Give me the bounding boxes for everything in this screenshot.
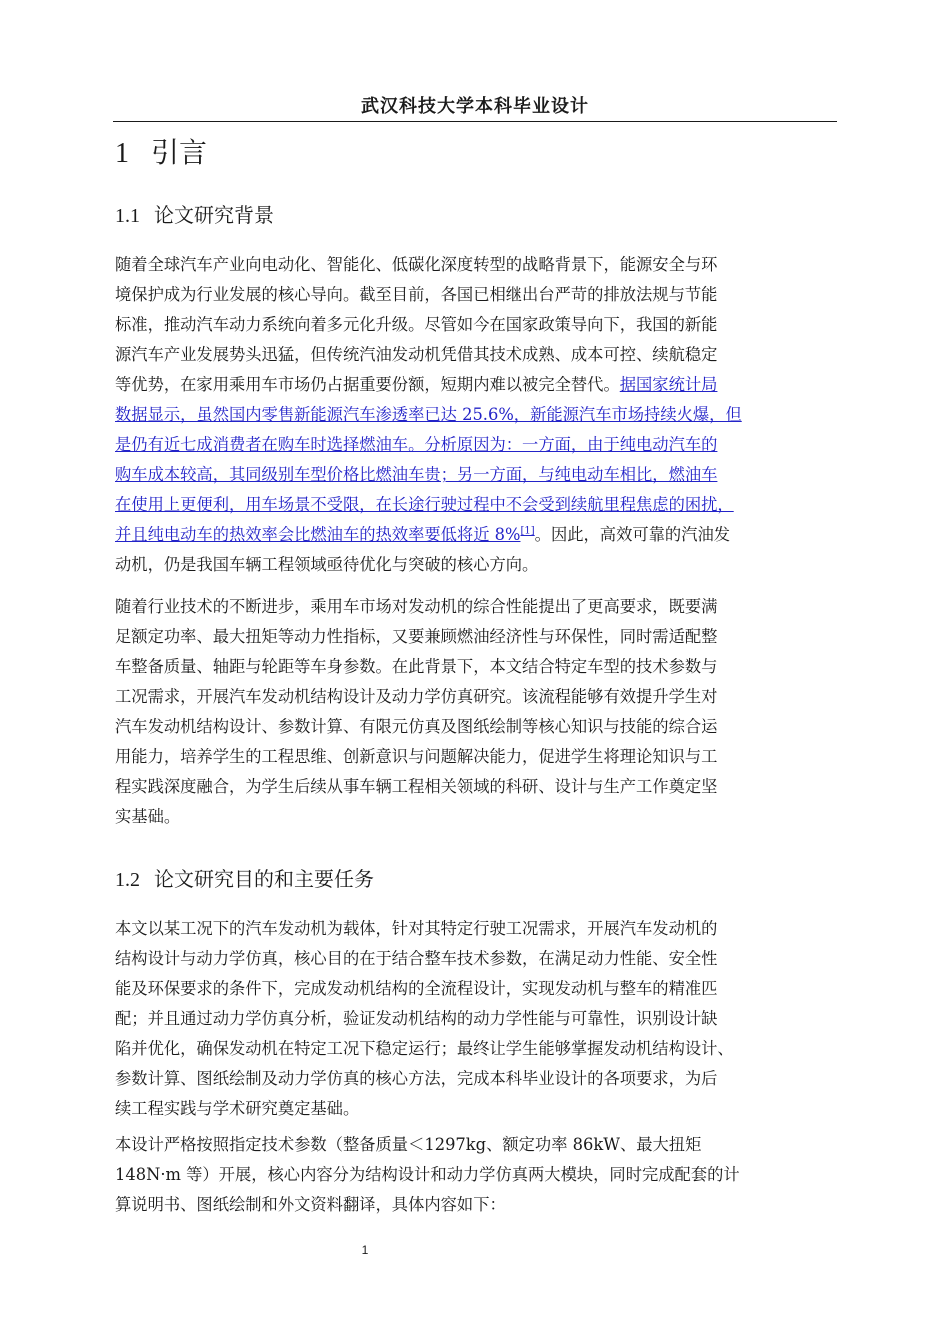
citation-link-line[interactable]: 数据显示，虽然国内零售新能源汽车渗透率已达 25.6%，新能源汽车市场持续火爆，但 xyxy=(115,405,742,424)
chapter-title-text: 引言 xyxy=(151,136,208,169)
chapter-number: 1 xyxy=(115,138,129,169)
reference-marker[interactable]: [1] xyxy=(520,525,535,537)
paragraph-line: 用能力，培养学生的工程思维、创新意识与问题解决能力，促进学生将理论知识与工 xyxy=(115,747,718,766)
section-number: 1.1 xyxy=(115,205,140,227)
header-rule xyxy=(113,121,837,122)
paragraph-line: 配；并且通过动力学仿真分析，验证发动机结构的动力学性能与可靠性，识别设计缺 xyxy=(115,1009,718,1028)
paragraph-line: 本设计严格按照指定技术参数（整备质量＜1297kg、额定功率 86kW、最大扭矩 xyxy=(115,1135,702,1154)
chapter-title xyxy=(115,133,207,174)
paragraph-line xyxy=(115,370,839,400)
page-number: 1 xyxy=(361,1243,369,1257)
line-text: 。因此，高效可靠的汽油发 xyxy=(534,525,731,544)
paragraph-line: 148N·m 等）开展，核心内容分为结构设计和动力学仿真两大模块，同时完成配套的计 xyxy=(115,1165,740,1184)
paragraph-line: 源汽车产业发展势头迅猛，但传统汽油发动机凭借其技术成熟、成本可控、续航稳定 xyxy=(115,345,718,364)
paragraph-line: 境保护成为行业发展的核心导向。截至目前，各国已相继出台严苛的排放法规与节能 xyxy=(115,285,718,304)
paragraph-objectives-2 xyxy=(115,1130,839,1220)
citation-link-line[interactable]: 在使用上更便利，用车场景不受限，在长途行驶过程中不会受到续航里程焦虑的困扰， xyxy=(115,495,734,514)
paragraph-line: 汽车发动机结构设计、参数计算、有限元仿真及图纸绘制等核心知识与技能的综合运 xyxy=(115,717,718,736)
paragraph-line: 随着行业技术的不断进步，乘用车市场对发动机的综合性能提出了更高要求，既要满 xyxy=(115,597,718,616)
paragraph-line: 参数计算、图纸绘制及动力学仿真的核心方法，完成本科毕业设计的各项要求，为后 xyxy=(115,1069,718,1088)
paragraph-objectives-1 xyxy=(115,914,839,1124)
paragraph-line: 本文以某工况下的汽车发动机为载体，针对其特定行驶工况需求，开展汽车发动机的 xyxy=(115,919,718,938)
paragraph-background-2 xyxy=(115,592,839,832)
paragraph-line: 续工程实践与学术研究奠定基础。 xyxy=(115,1099,360,1118)
citation-link-line[interactable]: 是仍有近七成消费者在购车时选择燃油车。分析原因为：一方面，由于纯电动汽车的 xyxy=(115,435,718,454)
paragraph-background-1 xyxy=(115,250,839,580)
paragraph-line: 结构设计与动力学仿真，核心目的在于结合整车技术参数，在满足动力性能、安全性 xyxy=(115,949,718,968)
paragraph-line: 实基础。 xyxy=(115,807,181,826)
paragraph-line: 能及环保要求的条件下，完成发动机结构的全流程设计，实现发动机与整车的精准匹 xyxy=(115,979,718,998)
paragraph-line: 随着全球汽车产业向电动化、智能化、低碳化深度转型的战略背景下，能源安全与环 xyxy=(115,255,718,274)
citation-link-line[interactable]: 购车成本较高，其同级别车型价格比燃油车贵；另一方面，与纯电动车相比，燃油车 xyxy=(115,465,718,484)
paragraph-line: 陷并优化，确保发动机在特定工况下稳定运行；最终让学生能够掌握发动机结构设计、 xyxy=(115,1039,734,1058)
section-title-1-1 xyxy=(115,199,274,232)
citation-link-text[interactable]: 并且纯电动车的热效率会比燃油车的热效率要低将近 8% xyxy=(115,525,521,544)
paragraph-line: 动机，仍是我国车辆工程领域亟待优化与突破的核心方向。 xyxy=(115,555,539,574)
paragraph-line: 程实践深度融合，为学生后续从事车辆工程相关领域的科研、设计与生产工作奠定坚 xyxy=(115,777,718,796)
paragraph-line: 算说明书、图纸绘制和外文资料翻译，具体内容如下： xyxy=(115,1195,506,1214)
paragraph-line: 车整备质量、轴距与轮距等车身参数。在此背景下，本文结合特定车型的技术参数与 xyxy=(115,657,718,676)
section-number: 1.2 xyxy=(115,869,140,891)
running-header: 武汉科技大学本科毕业设计 xyxy=(361,96,589,117)
paragraph-line xyxy=(115,520,839,550)
paragraph-line: 足额定功率、最大扭矩等动力性指标，又要兼顾燃油经济性与环保性，同时需适配整 xyxy=(115,627,718,646)
paragraph-line: 标准，推动汽车动力系统向着多元化升级。尽管如今在国家政策导向下，我国的新能 xyxy=(115,315,718,334)
line-text: 等优势，在家用乘用车市场仍占据重要份额，短期内难以被完全替代。 xyxy=(115,375,620,394)
citation-link-text[interactable]: 据国家统计局 xyxy=(619,375,718,394)
paragraph-line: 工况需求，开展汽车发动机结构设计及动力学仿真研究。该流程能够有效提升学生对 xyxy=(115,687,718,706)
section-title-text: 论文研究背景 xyxy=(154,203,274,227)
section-title-1-2 xyxy=(115,863,374,896)
section-title-text: 论文研究目的和主要任务 xyxy=(154,867,374,891)
